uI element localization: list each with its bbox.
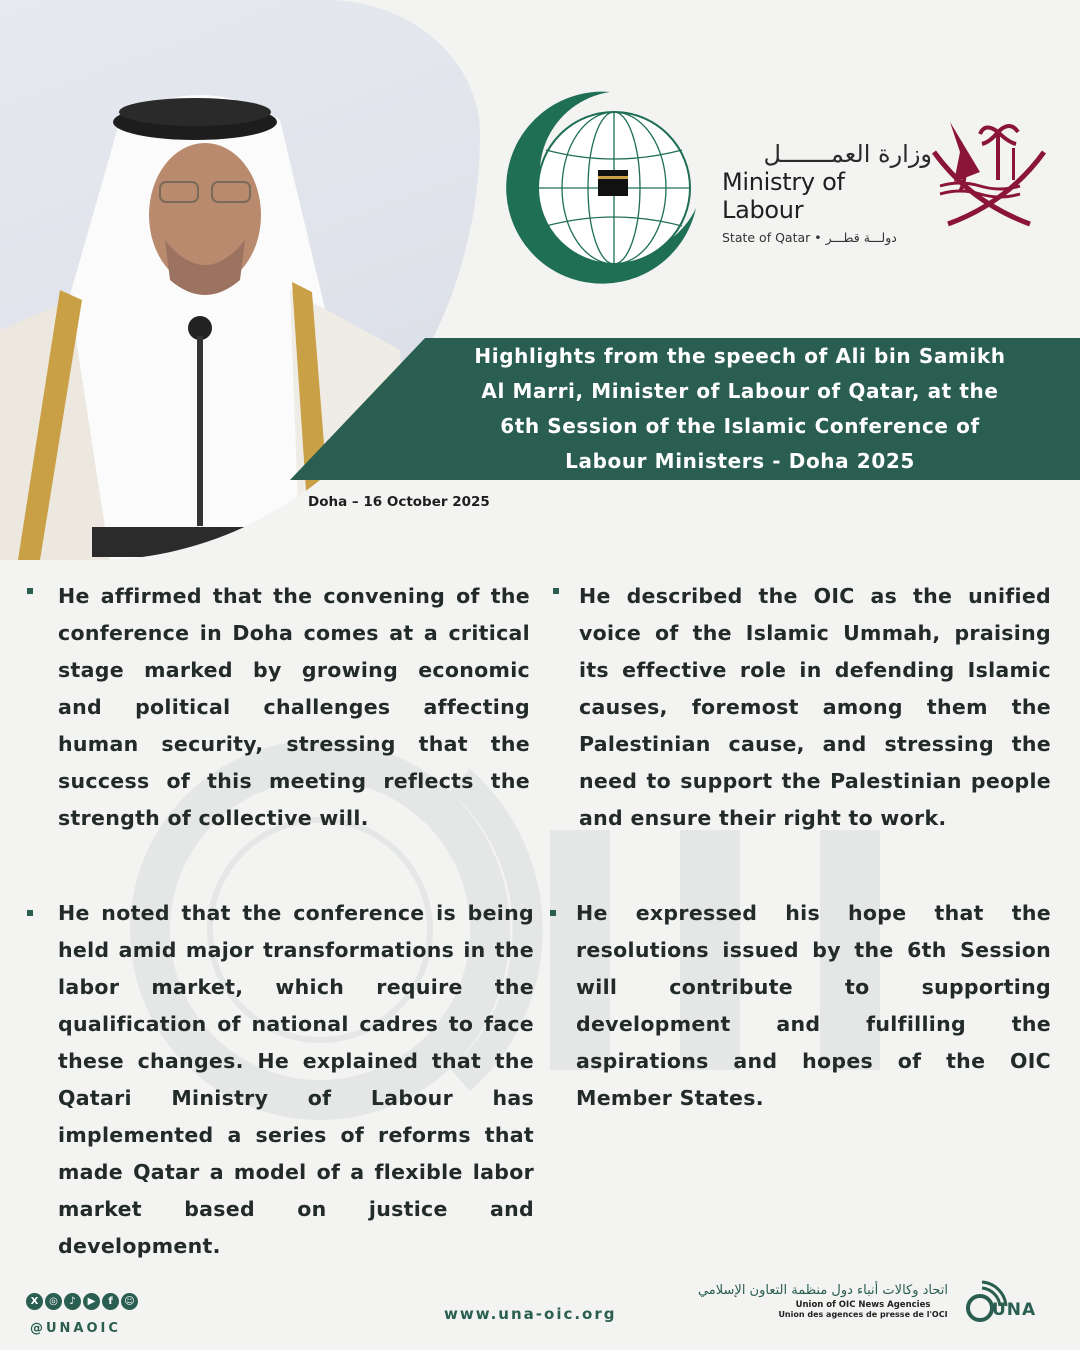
- headline-line-3: 6th Session of the Islamic Conference of: [500, 414, 980, 438]
- ministry-name-arabic: وزارة العمـــــــل: [763, 140, 932, 168]
- bullet-marker-icon: [27, 588, 33, 594]
- social-handle: @UNAOIC: [30, 1321, 121, 1336]
- qatar-emblem-icon: [930, 112, 1048, 230]
- headline-line-1: Highlights from the speech of Ali bin Samikh: [474, 344, 1006, 368]
- snapchat-icon[interactable]: ☺: [121, 1293, 138, 1310]
- headline-text: [440, 338, 1040, 480]
- bullet-marker-icon: [553, 588, 559, 594]
- oic-logo-icon: [500, 88, 700, 284]
- ministry-state-label: State of Qatar • دولـــة قطـــر: [722, 230, 897, 245]
- tiktok-icon[interactable]: ♪: [64, 1293, 81, 1310]
- bullet-marker-icon: [27, 910, 33, 916]
- una-name-arabic: اتحاد وكالات أنباء دول منظمة التعاون الإسلامي: [697, 1283, 948, 1298]
- facebook-icon[interactable]: f: [102, 1293, 119, 1310]
- bullet-marker-icon: [550, 910, 556, 916]
- headline-line-2: Al Marri, Minister of Labour of Qatar, at the: [481, 379, 999, 403]
- website-link[interactable]: www.una-oic.org: [444, 1305, 617, 1323]
- x-icon[interactable]: X: [26, 1293, 43, 1310]
- una-name-french: Union des agences de presse de l'OCI: [778, 1310, 948, 1319]
- highlight-point-2: He described the OIC as the unified voice of the Islamic Ummah, praising its effective role in defending Islamic causes, foremost among them the Palestinian cause, and stressing the need to support the Palestinian people and ensure their right to work.: [579, 584, 1051, 830]
- youtube-icon[interactable]: ▶: [83, 1293, 100, 1310]
- highlight-point-3: He noted that the conference is being held amid major transformations in the labor market, which require the qualification of national cadres to face these changes. He explained that the Qatari Ministry of Labour has implemented a series of reforms that made Qatar a model of a flexible labor market based on justice and development.: [58, 901, 534, 1258]
- ministry-of-labour-logo: [722, 140, 932, 245]
- ministry-name-english: Ministry of Labour: [722, 168, 845, 224]
- una-wordmark: UNA: [992, 1300, 1037, 1320]
- social-icons: [26, 1293, 138, 1310]
- highlight-point-1: He affirmed that the convening of the conference in Doha comes at a critical stage marked by growing economic and political challenges affecting human security, stressing that the success of this meeting reflects the strength of collective will.: [58, 584, 530, 830]
- headline-line-4: Labour Ministers - Doha 2025: [565, 449, 915, 473]
- dateline: Doha – 16 October 2025: [308, 494, 490, 510]
- highlight-point-4: He expressed his hope that the resolutions issued by the 6th Session will contribute to supporting development and fulfilling the aspirations and hopes of the OIC Member States.: [576, 901, 1051, 1110]
- una-name-english: Union of OIC News Agencies: [795, 1300, 931, 1310]
- instagram-icon[interactable]: ◎: [45, 1293, 62, 1310]
- una-organization-label: [697, 1283, 948, 1319]
